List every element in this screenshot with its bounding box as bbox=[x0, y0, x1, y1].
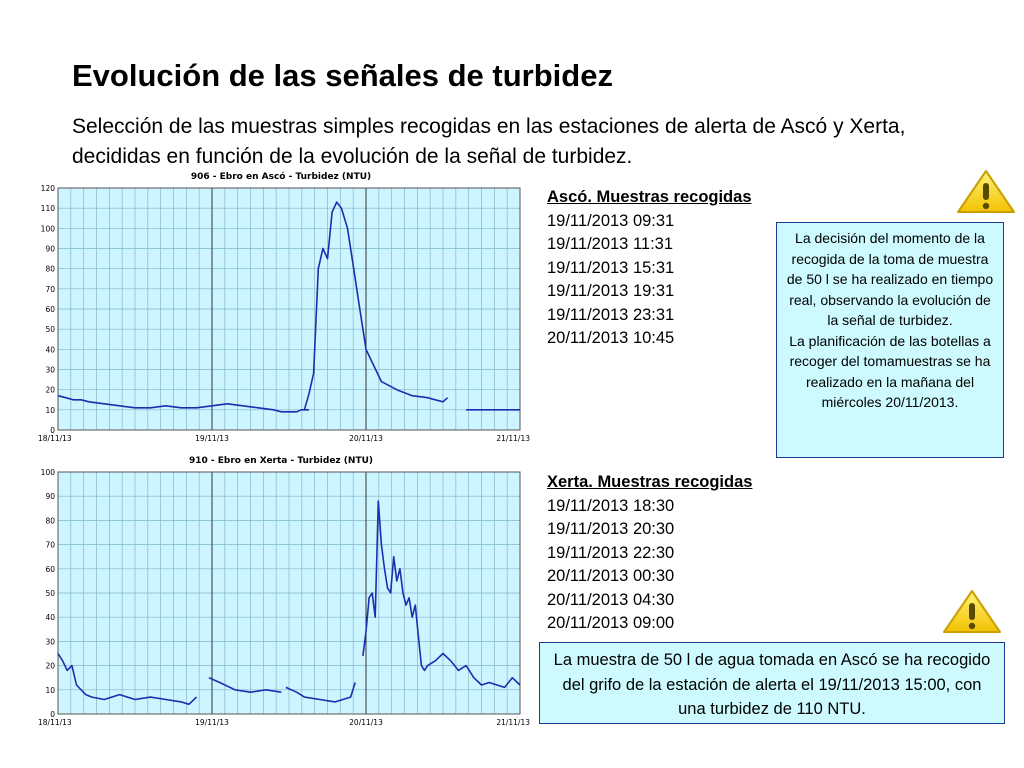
y-tick-label: 50 bbox=[45, 589, 55, 598]
realtime-decision-note bbox=[776, 222, 1004, 458]
sample-item: 20/11/2013 10:45 bbox=[547, 329, 675, 347]
x-tick-label: 20/11/13 bbox=[349, 718, 383, 727]
sample-item: 19/11/2013 23:31 bbox=[547, 305, 675, 324]
sample-item: 20/11/2013 09:00 bbox=[547, 614, 675, 632]
y-tick-label: 40 bbox=[45, 345, 55, 355]
y-tick-label: 50 bbox=[45, 325, 55, 335]
y-tick-label: 10 bbox=[45, 405, 55, 415]
sample-item: 19/11/2013 22:30 bbox=[547, 543, 675, 562]
y-tick-label: 60 bbox=[45, 564, 55, 574]
chart-title: 910 - Ebro en Xerta - Turbidez (NTU) bbox=[188, 456, 374, 466]
x-tick-label: 18/11/13 bbox=[38, 434, 72, 443]
y-tick-label: 70 bbox=[45, 540, 55, 550]
x-tick-label: 21/11/13 bbox=[496, 718, 530, 727]
sample-item: 19/11/2013 09:31 bbox=[547, 211, 675, 230]
sample-item: 19/11/2013 11:31 bbox=[547, 235, 674, 253]
y-tick-label: 110 bbox=[40, 204, 55, 214]
x-tick-label: 21/11/13 bbox=[496, 434, 530, 443]
y-tick-label: 100 bbox=[40, 224, 55, 234]
y-tick-label: 20 bbox=[45, 661, 55, 671]
y-tick-label: 80 bbox=[45, 516, 55, 526]
y-tick-label: 80 bbox=[45, 264, 55, 274]
y-tick-label: 30 bbox=[45, 637, 55, 647]
note-text: La muestra de 50 l de agua tomada en Ascó se ha recogido del grifo de la estación de alerta el 19/11/2013 15:00, con una turbidez de 110 NTU. bbox=[553, 651, 991, 718]
x-tick-label: 19/11/13 bbox=[195, 434, 229, 443]
xerta-samples-heading: Xerta. Muestras recogidas bbox=[547, 473, 753, 491]
sample-item: 19/11/2013 19:31 bbox=[547, 282, 675, 300]
warning-icon bbox=[941, 588, 1003, 636]
xerta-chart-svg bbox=[36, 452, 530, 736]
page-subtitle: Selección de las muestras simples recogidas en las estaciones de alerta de Ascó y Xerta, decididas en función de la evolución de la señal de turbidez. bbox=[72, 115, 906, 168]
xerta-turbidity-chart bbox=[36, 452, 530, 736]
x-tick-label: 20/11/13 bbox=[349, 434, 383, 443]
y-tick-label: 0 bbox=[50, 426, 55, 435]
y-tick-label: 100 bbox=[40, 468, 55, 477]
sample-item: 19/11/2013 15:31 bbox=[547, 258, 675, 277]
warning-icon bbox=[955, 168, 1017, 216]
asco-turbidity-chart bbox=[36, 168, 530, 452]
note-text: La planificación de las botellas a recoger del tomamuestras se ha realizado en la mañana del miércoles 20/11/2013. bbox=[789, 332, 991, 410]
page-title: Evolución de las señales de turbidez bbox=[72, 58, 613, 93]
sample-item: 20/11/2013 00:30 bbox=[547, 567, 675, 585]
asco-samples bbox=[547, 186, 752, 351]
x-tick-label: 19/11/13 bbox=[195, 718, 229, 727]
y-tick-label: 20 bbox=[45, 385, 55, 395]
xerta-samples bbox=[547, 471, 752, 636]
y-tick-label: 90 bbox=[45, 244, 55, 254]
y-tick-label: 0 bbox=[50, 710, 55, 719]
x-tick-label: 18/11/13 bbox=[38, 718, 72, 727]
sample-item: 20/11/2013 04:30 bbox=[547, 590, 675, 609]
asco-sample-note bbox=[539, 642, 1005, 724]
y-tick-label: 90 bbox=[45, 492, 55, 502]
asco-samples-heading: Ascó. Muestras recogidas bbox=[547, 188, 752, 206]
y-tick-label: 70 bbox=[45, 284, 55, 294]
y-tick-label: 10 bbox=[45, 685, 55, 695]
y-tick-label: 60 bbox=[45, 305, 55, 314]
sample-item: 19/11/2013 20:30 bbox=[547, 520, 675, 538]
sample-item: 19/11/2013 18:30 bbox=[547, 496, 675, 515]
chart-title: 906 - Ebro en Ascó - Turbidez (NTU) bbox=[190, 172, 372, 182]
y-tick-label: 30 bbox=[45, 365, 55, 375]
asco-chart-svg bbox=[36, 168, 530, 452]
y-tick-label: 40 bbox=[45, 613, 55, 623]
note-text: La decisión del momento de la recogida de la toma de muestra de 50 l se ha realizado en tiempo real, observando la evolución de la señal de turbidez. bbox=[786, 230, 994, 328]
y-tick-label: 120 bbox=[40, 184, 55, 193]
